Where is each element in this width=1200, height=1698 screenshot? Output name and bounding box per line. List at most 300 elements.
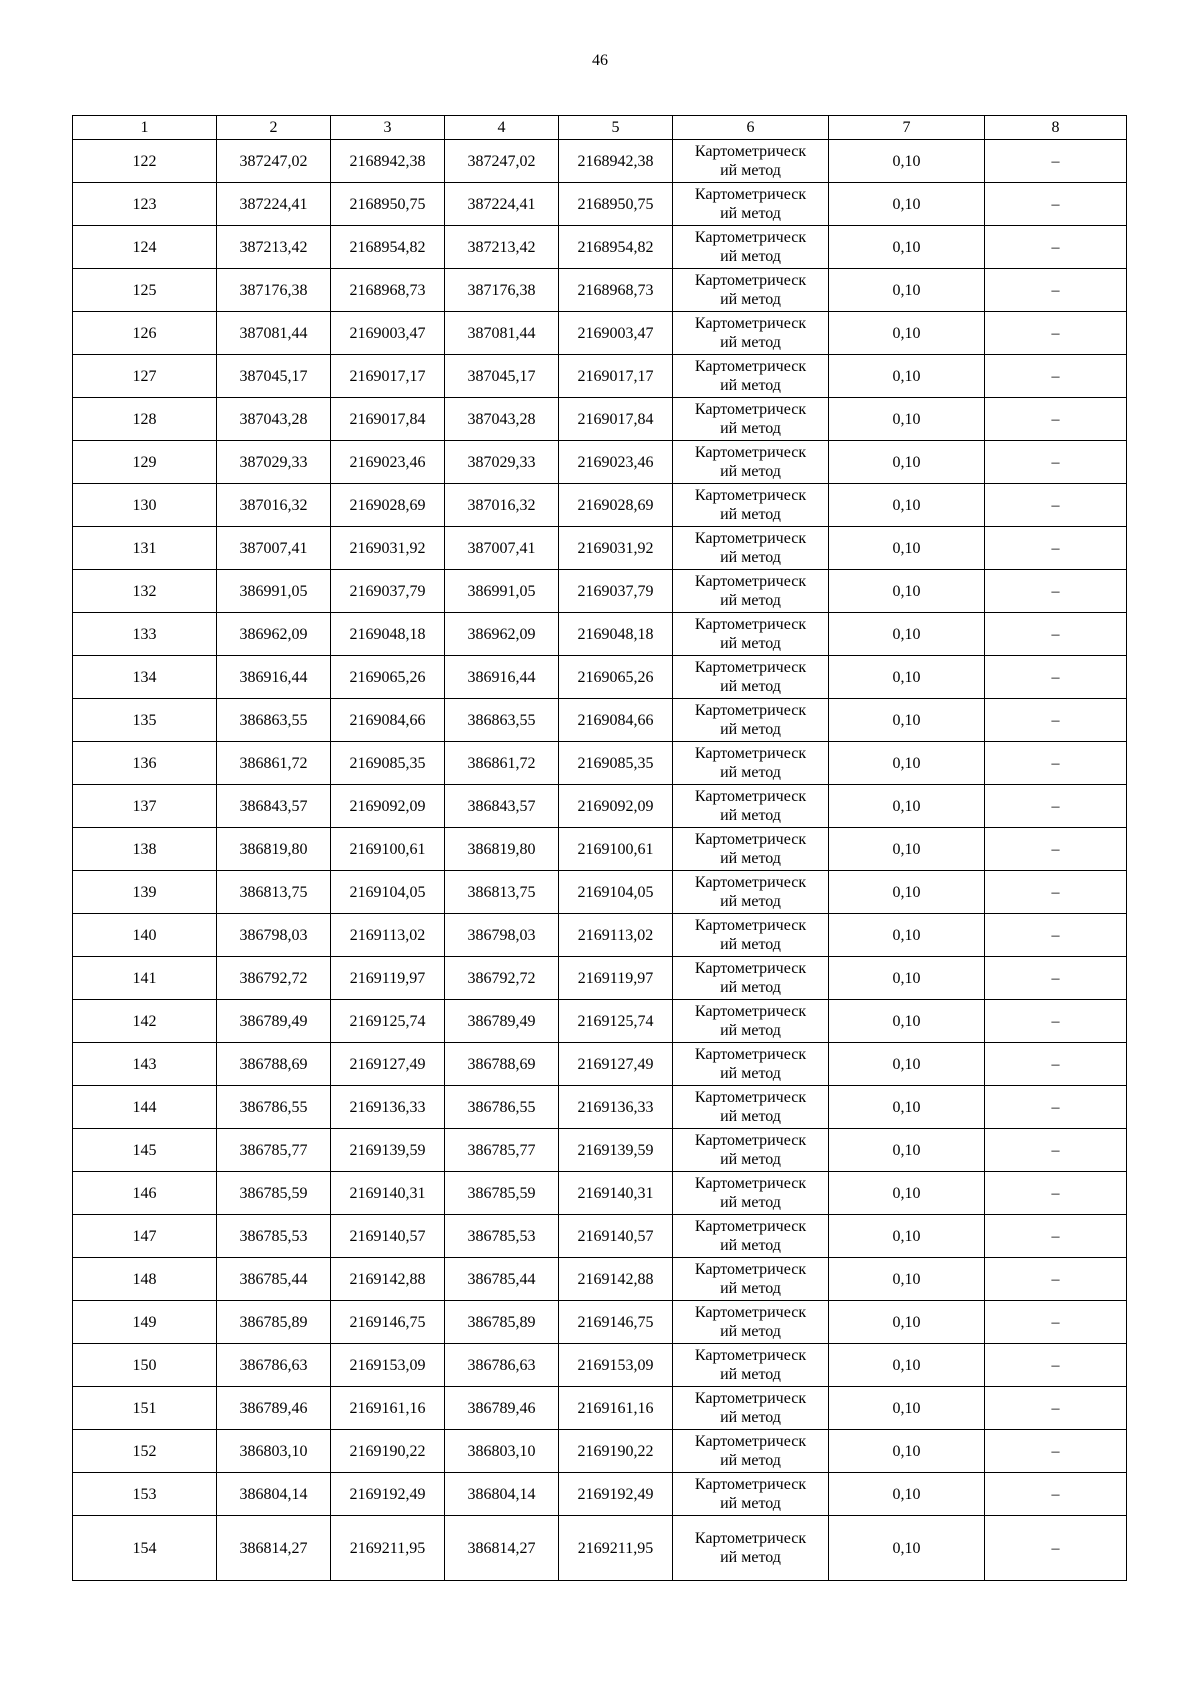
- accuracy-cell: 0,10: [829, 828, 985, 871]
- table-row: [73, 1301, 1127, 1344]
- y-coordinate-cell: 2168968,73: [331, 269, 445, 312]
- y-coordinate-cell: 2169085,35: [331, 742, 445, 785]
- y-coordinate-cell: 2169017,84: [331, 398, 445, 441]
- x-coordinate-cell: 386789,49: [445, 1000, 559, 1043]
- method-line: ий метод: [720, 463, 781, 480]
- accuracy-cell: 0,10: [829, 1258, 985, 1301]
- x-coordinate-cell: 387007,41: [445, 527, 559, 570]
- point-number-cell: 142: [73, 1000, 217, 1043]
- description-cell: –: [985, 183, 1127, 226]
- method-cell: [673, 570, 829, 613]
- accuracy-cell: 0,10: [829, 183, 985, 226]
- y-coordinate-cell: 2169192,49: [559, 1473, 673, 1516]
- y-coordinate-cell: 2169104,05: [331, 871, 445, 914]
- y-coordinate-cell: 2169127,49: [331, 1043, 445, 1086]
- description-cell: –: [985, 1086, 1127, 1129]
- accuracy-cell: 0,10: [829, 398, 985, 441]
- point-number-cell: 145: [73, 1129, 217, 1172]
- x-coordinate-cell: 387029,33: [217, 441, 331, 484]
- point-number-cell: 144: [73, 1086, 217, 1129]
- point-number-cell: 135: [73, 699, 217, 742]
- point-number-cell: 150: [73, 1344, 217, 1387]
- method-cell: [673, 1516, 829, 1581]
- method-line: Картометрическ: [694, 1261, 807, 1278]
- x-coordinate-cell: 386792,72: [445, 957, 559, 1000]
- x-coordinate-cell: 386792,72: [217, 957, 331, 1000]
- y-coordinate-cell: 2168950,75: [331, 183, 445, 226]
- method-cell: [673, 1172, 829, 1215]
- point-number-cell: 126: [73, 312, 217, 355]
- x-coordinate-cell: 386785,44: [217, 1258, 331, 1301]
- method-line: ий метод: [720, 1495, 781, 1512]
- x-coordinate-cell: 387213,42: [217, 226, 331, 269]
- method-line: Картометрическ: [694, 659, 807, 676]
- point-number-cell: 128: [73, 398, 217, 441]
- accuracy-cell: 0,10: [829, 656, 985, 699]
- table-row: [73, 1344, 1127, 1387]
- accuracy-cell: 0,10: [829, 871, 985, 914]
- description-cell: –: [985, 441, 1127, 484]
- description-cell: –: [985, 828, 1127, 871]
- x-coordinate-cell: 387043,28: [217, 398, 331, 441]
- method-cell: [673, 613, 829, 656]
- accuracy-cell: 0,10: [829, 914, 985, 957]
- x-coordinate-cell: 386962,09: [217, 613, 331, 656]
- x-coordinate-cell: 386798,03: [445, 914, 559, 957]
- description-cell: –: [985, 1258, 1127, 1301]
- method-line: Картометрическ: [694, 1003, 807, 1020]
- y-coordinate-cell: 2168954,82: [331, 226, 445, 269]
- description-cell: –: [985, 914, 1127, 957]
- x-coordinate-cell: 386962,09: [445, 613, 559, 656]
- x-coordinate-cell: 386785,59: [445, 1172, 559, 1215]
- accuracy-cell: 0,10: [829, 570, 985, 613]
- column-header: 1: [73, 116, 217, 140]
- description-cell: –: [985, 226, 1127, 269]
- accuracy-cell: 0,10: [829, 1215, 985, 1258]
- x-coordinate-cell: 386813,75: [217, 871, 331, 914]
- column-header: 4: [445, 116, 559, 140]
- point-number-cell: 148: [73, 1258, 217, 1301]
- method-line: Картометрическ: [694, 229, 807, 246]
- y-coordinate-cell: 2169142,88: [559, 1258, 673, 1301]
- y-coordinate-cell: 2168968,73: [559, 269, 673, 312]
- description-cell: –: [985, 1473, 1127, 1516]
- y-coordinate-cell: 2169192,49: [331, 1473, 445, 1516]
- description-cell: –: [985, 1301, 1127, 1344]
- method-line: Картометрическ: [694, 1347, 807, 1364]
- table-row: [73, 1172, 1127, 1215]
- x-coordinate-cell: 386785,53: [217, 1215, 331, 1258]
- method-line: Картометрическ: [694, 1304, 807, 1321]
- point-number-cell: 138: [73, 828, 217, 871]
- y-coordinate-cell: 2169140,57: [331, 1215, 445, 1258]
- x-coordinate-cell: 386803,10: [445, 1430, 559, 1473]
- x-coordinate-cell: 386843,57: [217, 785, 331, 828]
- table-row: [73, 914, 1127, 957]
- y-coordinate-cell: 2169017,17: [331, 355, 445, 398]
- accuracy-cell: 0,10: [829, 140, 985, 183]
- table-row: [73, 699, 1127, 742]
- method-cell: [673, 785, 829, 828]
- table-row: [73, 1387, 1127, 1430]
- y-coordinate-cell: 2169065,26: [559, 656, 673, 699]
- method-line: ий метод: [720, 1323, 781, 1340]
- accuracy-cell: 0,10: [829, 484, 985, 527]
- method-cell: [673, 398, 829, 441]
- table-row: [73, 441, 1127, 484]
- point-number-cell: 123: [73, 183, 217, 226]
- method-line: Картометрическ: [694, 487, 807, 504]
- method-line: ий метод: [720, 1409, 781, 1426]
- table-row: [73, 785, 1127, 828]
- y-coordinate-cell: 2169048,18: [559, 613, 673, 656]
- method-line: Картометрическ: [694, 1132, 807, 1149]
- method-line: ий метод: [720, 334, 781, 351]
- method-line: Картометрическ: [694, 401, 807, 418]
- method-line: Картометрическ: [694, 1089, 807, 1106]
- table-row: [73, 1086, 1127, 1129]
- method-cell: [673, 1258, 829, 1301]
- method-cell: [673, 1043, 829, 1086]
- x-coordinate-cell: 386991,05: [445, 570, 559, 613]
- x-coordinate-cell: 387224,41: [217, 183, 331, 226]
- method-line: Картометрическ: [694, 186, 807, 203]
- accuracy-cell: 0,10: [829, 355, 985, 398]
- x-coordinate-cell: 387016,32: [445, 484, 559, 527]
- method-line: ий метод: [720, 1549, 781, 1566]
- column-header: 8: [985, 116, 1127, 140]
- method-line: ий метод: [720, 377, 781, 394]
- y-coordinate-cell: 2169146,75: [559, 1301, 673, 1344]
- method-line: Картометрическ: [694, 272, 807, 289]
- x-coordinate-cell: 387247,02: [445, 140, 559, 183]
- method-cell: [673, 1129, 829, 1172]
- y-coordinate-cell: 2169125,74: [559, 1000, 673, 1043]
- x-coordinate-cell: 386785,53: [445, 1215, 559, 1258]
- y-coordinate-cell: 2169211,95: [559, 1516, 673, 1581]
- x-coordinate-cell: 386789,49: [217, 1000, 331, 1043]
- method-line: ий метод: [720, 807, 781, 824]
- x-coordinate-cell: 386785,77: [217, 1129, 331, 1172]
- y-coordinate-cell: 2169140,57: [559, 1215, 673, 1258]
- description-cell: –: [985, 742, 1127, 785]
- y-coordinate-cell: 2169136,33: [331, 1086, 445, 1129]
- method-line: ий метод: [720, 162, 781, 179]
- description-cell: –: [985, 1430, 1127, 1473]
- accuracy-cell: 0,10: [829, 957, 985, 1000]
- table-row: [73, 226, 1127, 269]
- description-cell: –: [985, 1172, 1127, 1215]
- table-row: [73, 1430, 1127, 1473]
- x-coordinate-cell: 386786,63: [445, 1344, 559, 1387]
- accuracy-cell: 0,10: [829, 785, 985, 828]
- y-coordinate-cell: 2169211,95: [331, 1516, 445, 1581]
- accuracy-cell: 0,10: [829, 1172, 985, 1215]
- coordinates-table: [72, 115, 1127, 1581]
- accuracy-cell: 0,10: [829, 527, 985, 570]
- y-coordinate-cell: 2169003,47: [559, 312, 673, 355]
- accuracy-cell: 0,10: [829, 269, 985, 312]
- method-cell: [673, 742, 829, 785]
- y-coordinate-cell: 2169037,79: [559, 570, 673, 613]
- table-row: [73, 1043, 1127, 1086]
- accuracy-cell: 0,10: [829, 1344, 985, 1387]
- table-row: [73, 527, 1127, 570]
- y-coordinate-cell: 2169139,59: [559, 1129, 673, 1172]
- method-line: Картометрическ: [694, 917, 807, 934]
- y-coordinate-cell: 2169003,47: [331, 312, 445, 355]
- y-coordinate-cell: 2169028,69: [559, 484, 673, 527]
- accuracy-cell: 0,10: [829, 1430, 985, 1473]
- table-row: [73, 140, 1127, 183]
- point-number-cell: 132: [73, 570, 217, 613]
- method-cell: [673, 1344, 829, 1387]
- method-line: Картометрическ: [694, 1046, 807, 1063]
- column-header: 2: [217, 116, 331, 140]
- y-coordinate-cell: 2169190,22: [331, 1430, 445, 1473]
- x-coordinate-cell: 386789,46: [217, 1387, 331, 1430]
- method-line: ий метод: [720, 1022, 781, 1039]
- table-row: [73, 957, 1127, 1000]
- x-coordinate-cell: 386991,05: [217, 570, 331, 613]
- method-cell: [673, 1000, 829, 1043]
- x-coordinate-cell: 386916,44: [217, 656, 331, 699]
- column-header: 6: [673, 116, 829, 140]
- description-cell: –: [985, 1215, 1127, 1258]
- x-coordinate-cell: 386785,89: [217, 1301, 331, 1344]
- x-coordinate-cell: 386786,55: [217, 1086, 331, 1129]
- method-line: ий метод: [720, 1280, 781, 1297]
- point-number-cell: 153: [73, 1473, 217, 1516]
- table-header-row: [73, 116, 1127, 140]
- table-row: [73, 355, 1127, 398]
- table-row: [73, 742, 1127, 785]
- y-coordinate-cell: 2169017,17: [559, 355, 673, 398]
- column-header: 3: [331, 116, 445, 140]
- x-coordinate-cell: 386804,14: [217, 1473, 331, 1516]
- x-coordinate-cell: 386786,63: [217, 1344, 331, 1387]
- point-number-cell: 131: [73, 527, 217, 570]
- point-number-cell: 151: [73, 1387, 217, 1430]
- description-cell: –: [985, 957, 1127, 1000]
- accuracy-cell: 0,10: [829, 1129, 985, 1172]
- x-coordinate-cell: 387081,44: [217, 312, 331, 355]
- x-coordinate-cell: 386819,80: [445, 828, 559, 871]
- x-coordinate-cell: 386788,69: [445, 1043, 559, 1086]
- point-number-cell: 141: [73, 957, 217, 1000]
- table-row: [73, 656, 1127, 699]
- method-line: ий метод: [720, 764, 781, 781]
- point-number-cell: 139: [73, 871, 217, 914]
- point-number-cell: 130: [73, 484, 217, 527]
- method-line: Картометрическ: [694, 143, 807, 160]
- point-number-cell: 143: [73, 1043, 217, 1086]
- x-coordinate-cell: 386814,27: [217, 1516, 331, 1581]
- page-number: 46: [592, 52, 608, 69]
- y-coordinate-cell: 2169153,09: [559, 1344, 673, 1387]
- x-coordinate-cell: 386789,46: [445, 1387, 559, 1430]
- description-cell: –: [985, 527, 1127, 570]
- y-coordinate-cell: 2168942,38: [331, 140, 445, 183]
- accuracy-cell: 0,10: [829, 613, 985, 656]
- method-line: Картометрическ: [694, 358, 807, 375]
- description-cell: –: [985, 785, 1127, 828]
- method-line: ий метод: [720, 1366, 781, 1383]
- x-coordinate-cell: 387247,02: [217, 140, 331, 183]
- y-coordinate-cell: 2169031,92: [331, 527, 445, 570]
- accuracy-cell: 0,10: [829, 742, 985, 785]
- point-number-cell: 133: [73, 613, 217, 656]
- method-cell: [673, 871, 829, 914]
- column-header: 5: [559, 116, 673, 140]
- point-number-cell: 146: [73, 1172, 217, 1215]
- table-row: [73, 1473, 1127, 1516]
- x-coordinate-cell: 386861,72: [445, 742, 559, 785]
- y-coordinate-cell: 2169140,31: [331, 1172, 445, 1215]
- method-line: ий метод: [720, 549, 781, 566]
- method-cell: [673, 269, 829, 312]
- method-line: ий метод: [720, 678, 781, 695]
- table-row: [73, 871, 1127, 914]
- method-line: ий метод: [720, 979, 781, 996]
- table-row: [73, 570, 1127, 613]
- y-coordinate-cell: 2169190,22: [559, 1430, 673, 1473]
- description-cell: –: [985, 398, 1127, 441]
- y-coordinate-cell: 2169048,18: [331, 613, 445, 656]
- x-coordinate-cell: 387007,41: [217, 527, 331, 570]
- table-row: [73, 1258, 1127, 1301]
- method-line: ий метод: [720, 1194, 781, 1211]
- accuracy-cell: 0,10: [829, 1516, 985, 1581]
- y-coordinate-cell: 2169142,88: [331, 1258, 445, 1301]
- method-line: Картометрическ: [694, 444, 807, 461]
- table-row: [73, 1129, 1127, 1172]
- table-row: [73, 484, 1127, 527]
- y-coordinate-cell: 2169100,61: [331, 828, 445, 871]
- description-cell: –: [985, 269, 1127, 312]
- description-cell: –: [985, 1000, 1127, 1043]
- y-coordinate-cell: 2169100,61: [559, 828, 673, 871]
- x-coordinate-cell: 386803,10: [217, 1430, 331, 1473]
- x-coordinate-cell: 387224,41: [445, 183, 559, 226]
- x-coordinate-cell: 387176,38: [445, 269, 559, 312]
- point-number-cell: 147: [73, 1215, 217, 1258]
- y-coordinate-cell: 2169023,46: [331, 441, 445, 484]
- point-number-cell: 129: [73, 441, 217, 484]
- description-cell: –: [985, 1387, 1127, 1430]
- description-cell: –: [985, 570, 1127, 613]
- table-row: [73, 828, 1127, 871]
- method-cell: [673, 527, 829, 570]
- method-line: Картометрическ: [694, 960, 807, 977]
- method-line: ий метод: [720, 893, 781, 910]
- method-line: ий метод: [720, 205, 781, 222]
- x-coordinate-cell: 386785,89: [445, 1301, 559, 1344]
- method-line: ий метод: [720, 850, 781, 867]
- y-coordinate-cell: 2169085,35: [559, 742, 673, 785]
- method-line: Картометрическ: [694, 1218, 807, 1235]
- table-row: [73, 398, 1127, 441]
- method-line: Картометрическ: [694, 745, 807, 762]
- method-line: ий метод: [720, 721, 781, 738]
- table-row: [73, 1000, 1127, 1043]
- y-coordinate-cell: 2169119,97: [559, 957, 673, 1000]
- method-cell: [673, 312, 829, 355]
- table-row: [73, 613, 1127, 656]
- y-coordinate-cell: 2168954,82: [559, 226, 673, 269]
- x-coordinate-cell: 386788,69: [217, 1043, 331, 1086]
- method-cell: [673, 1301, 829, 1344]
- accuracy-cell: 0,10: [829, 1387, 985, 1430]
- method-line: Картометрическ: [694, 1175, 807, 1192]
- point-number-cell: 152: [73, 1430, 217, 1473]
- method-cell: [673, 699, 829, 742]
- point-number-cell: 125: [73, 269, 217, 312]
- table-row: [73, 1516, 1127, 1581]
- method-line: Картометрическ: [694, 831, 807, 848]
- description-cell: –: [985, 140, 1127, 183]
- description-cell: –: [985, 355, 1127, 398]
- x-coordinate-cell: 386843,57: [445, 785, 559, 828]
- y-coordinate-cell: 2169092,09: [331, 785, 445, 828]
- x-coordinate-cell: 387016,32: [217, 484, 331, 527]
- description-cell: –: [985, 312, 1127, 355]
- method-line: Картометрическ: [694, 1530, 807, 1547]
- accuracy-cell: 0,10: [829, 1000, 985, 1043]
- method-line: ий метод: [720, 291, 781, 308]
- accuracy-cell: 0,10: [829, 441, 985, 484]
- x-coordinate-cell: 386798,03: [217, 914, 331, 957]
- method-line: ий метод: [720, 1108, 781, 1125]
- y-coordinate-cell: 2169153,09: [331, 1344, 445, 1387]
- point-number-cell: 137: [73, 785, 217, 828]
- method-line: Картометрическ: [694, 702, 807, 719]
- y-coordinate-cell: 2168950,75: [559, 183, 673, 226]
- y-coordinate-cell: 2169084,66: [331, 699, 445, 742]
- description-cell: –: [985, 1043, 1127, 1086]
- method-cell: [673, 957, 829, 1000]
- y-coordinate-cell: 2169017,84: [559, 398, 673, 441]
- y-coordinate-cell: 2169104,05: [559, 871, 673, 914]
- x-coordinate-cell: 387045,17: [217, 355, 331, 398]
- y-coordinate-cell: 2169031,92: [559, 527, 673, 570]
- accuracy-cell: 0,10: [829, 1086, 985, 1129]
- x-coordinate-cell: 386863,55: [445, 699, 559, 742]
- table-row: [73, 1215, 1127, 1258]
- x-coordinate-cell: 387176,38: [217, 269, 331, 312]
- y-coordinate-cell: 2169084,66: [559, 699, 673, 742]
- description-cell: –: [985, 484, 1127, 527]
- method-line: Картометрическ: [694, 1476, 807, 1493]
- description-cell: –: [985, 1344, 1127, 1387]
- method-line: ий метод: [720, 506, 781, 523]
- method-line: ий метод: [720, 1237, 781, 1254]
- method-cell: [673, 1387, 829, 1430]
- x-coordinate-cell: 386819,80: [217, 828, 331, 871]
- method-line: ий метод: [720, 1452, 781, 1469]
- point-number-cell: 122: [73, 140, 217, 183]
- y-coordinate-cell: 2169065,26: [331, 656, 445, 699]
- x-coordinate-cell: 386916,44: [445, 656, 559, 699]
- y-coordinate-cell: 2169161,16: [331, 1387, 445, 1430]
- x-coordinate-cell: 387029,33: [445, 441, 559, 484]
- description-cell: –: [985, 1129, 1127, 1172]
- x-coordinate-cell: 386814,27: [445, 1516, 559, 1581]
- method-cell: [673, 656, 829, 699]
- method-cell: [673, 355, 829, 398]
- y-coordinate-cell: 2169136,33: [559, 1086, 673, 1129]
